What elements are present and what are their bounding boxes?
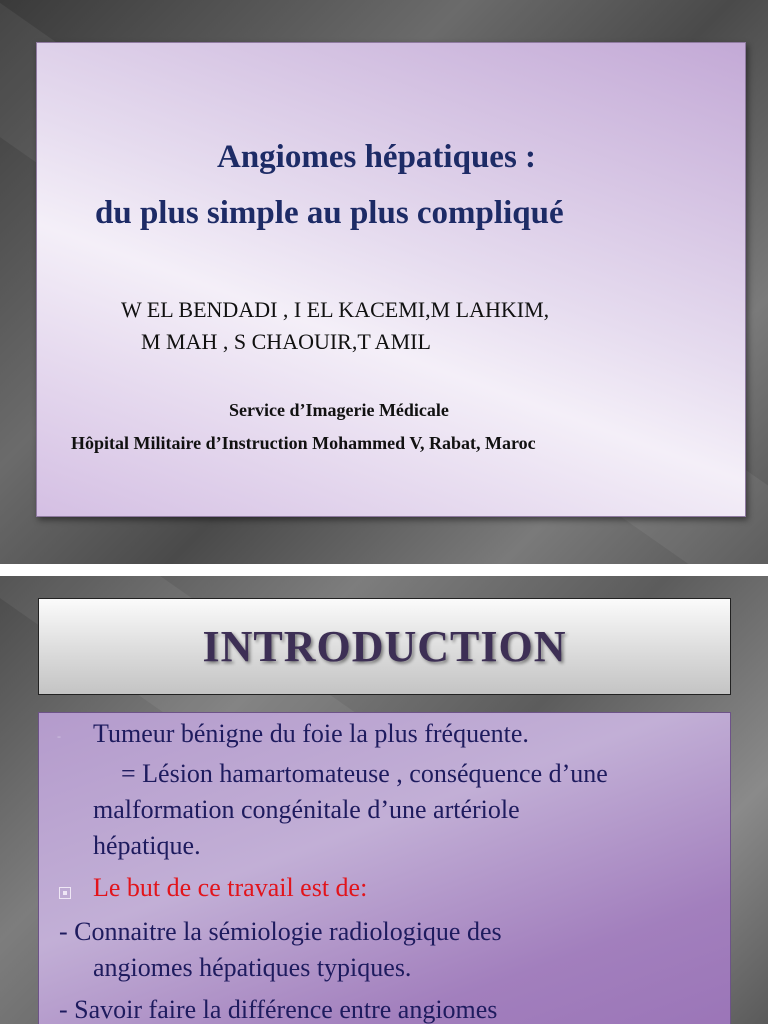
square-bullet-icon xyxy=(59,887,71,899)
content-line: malformation congénitale d’une artériole xyxy=(93,795,520,824)
hospital-name: Hôpital Militaire d’Instruction Mohammed V, Rabat, Maroc xyxy=(71,433,536,453)
authors-line1: W EL BENDADI , I EL KACEMI,M LAHKIM, xyxy=(121,297,550,322)
slide-title: INTRODUCTION xyxy=(202,622,567,671)
introduction-slide xyxy=(0,576,768,1024)
content-line: Tumeur bénigne du foie la plus fréquente. xyxy=(93,719,529,748)
content-line: = Lésion hamartomateuse , conséquence d’une xyxy=(121,759,608,788)
authors-line2: M MAH , S CHAOUIR,T AMIL xyxy=(141,329,431,354)
dash-bullet-icon: - xyxy=(57,729,61,743)
slide-title-bar xyxy=(38,598,731,695)
content-line-highlight: Le but de ce travail est de: xyxy=(93,873,368,902)
content-box xyxy=(38,712,731,1024)
title-card xyxy=(36,42,746,517)
service-name: Service d’Imagerie Médicale xyxy=(229,400,449,420)
presentation-title-line2: du plus simple au plus compliqué xyxy=(95,195,564,231)
content-line: - Connaitre la sémiologie radiologique des xyxy=(59,917,502,946)
content-line: - Savoir faire la différence entre angiomes xyxy=(59,995,498,1024)
content-line: angiomes hépatiques typiques. xyxy=(93,953,412,982)
presentation-title-line1: Angiomes hépatiques : xyxy=(217,139,537,175)
content-line: hépatique. xyxy=(93,831,201,860)
slide-separator xyxy=(0,564,768,576)
